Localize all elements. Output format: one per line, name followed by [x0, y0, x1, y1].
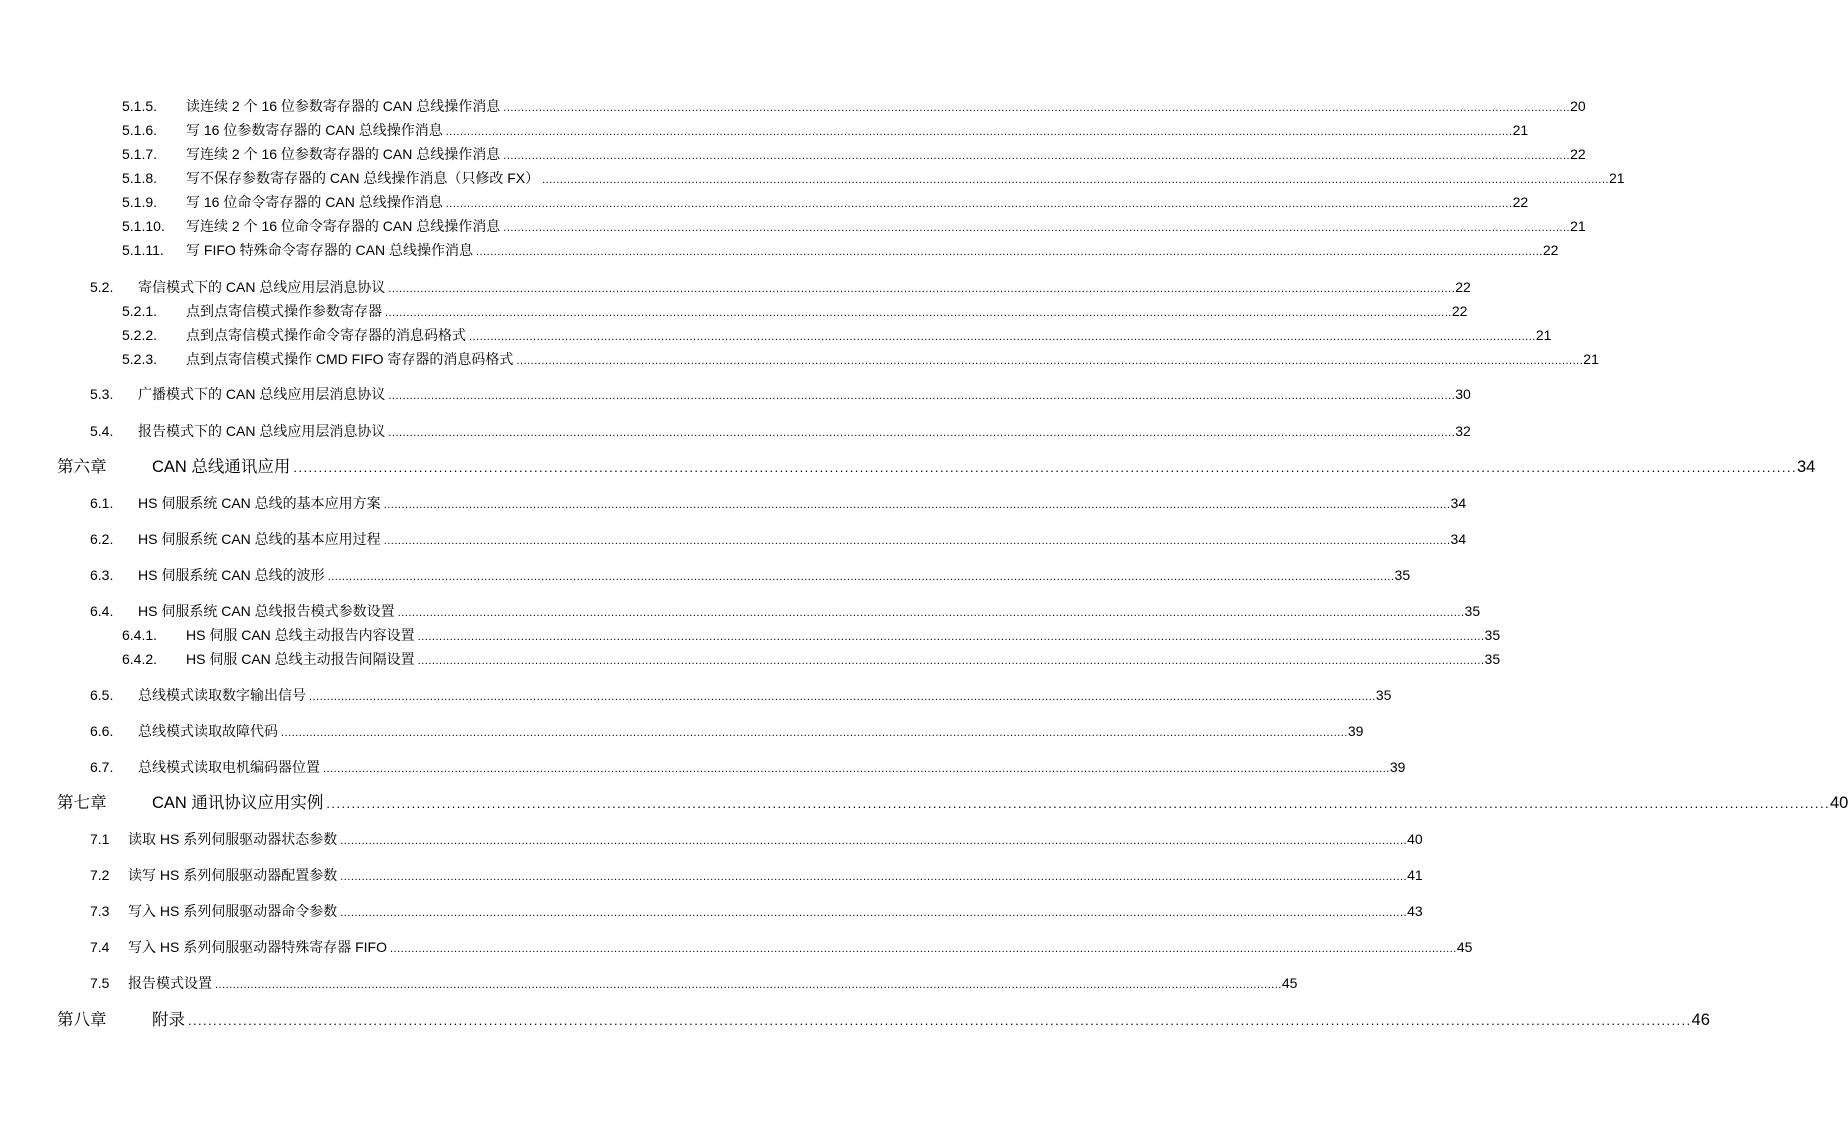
toc-entry[interactable] — [90, 530, 1467, 550]
toc-entry-number: 第八章 — [57, 1011, 107, 1029]
toc-entry[interactable] — [90, 974, 1298, 994]
toc-entry-title: 点到点寄信模式操作参数寄存器 — [186, 303, 382, 319]
toc-entry-number: 7.1 — [90, 831, 110, 847]
toc-entry-number: 5.1.5. — [122, 98, 158, 114]
dot-leader: ............................................................................................................................................................................................................................................................................................................ — [326, 796, 1830, 811]
dot-leader: ............................................................................................................................................................................................................................................................................................................ — [188, 1013, 1692, 1028]
toc-entry-page: 41 — [1407, 867, 1423, 883]
dot-leader: ............................................................................................................................................................................................................................................................................................................ — [323, 763, 1390, 775]
dot-leader: ............................................................................................................................................................................................................................................................................................................ — [340, 907, 1408, 919]
toc-entry-title: 总线模式读取故障代码 — [138, 723, 278, 739]
toc-entry[interactable] — [122, 350, 1599, 370]
dot-leader: ............................................................................................................................................................................................................................................................................................................ — [516, 355, 1584, 367]
toc-entry-number: 6.4.1. — [122, 627, 158, 643]
toc-entry-number: 6.1. — [90, 495, 114, 511]
dot-leader: ............................................................................................................................................................................................................................................................................................................ — [340, 871, 1408, 883]
toc-entry-page: 40 — [1829, 794, 1848, 812]
toc-entry-page: 35 — [1484, 651, 1501, 667]
toc-entry-page: 22 — [1455, 279, 1471, 295]
toc-entry-title: 写 16 位参数寄存器的 CAN 总线操作消息 — [186, 122, 443, 138]
toc-entry[interactable] — [122, 145, 1586, 165]
toc-entry[interactable] — [57, 457, 1816, 478]
toc-entry-number: 7.3 — [90, 903, 110, 919]
dot-leader: ............................................................................................................................................................................................................................................................................................................ — [445, 198, 1513, 210]
toc-entry[interactable] — [57, 793, 1848, 814]
toc-entry-title: 写入 HS 系列伺服驱动器命令参数 — [128, 903, 338, 919]
dot-leader: ............................................................................................................................................................................................................................................................................................................ — [397, 607, 1465, 619]
toc-entry-page: 34 — [1450, 531, 1467, 547]
toc-entry-page: 21 — [1570, 218, 1586, 234]
toc-entry-title: 读写 HS 系列伺服驱动器配置参数 — [128, 867, 338, 883]
toc-entry[interactable] — [122, 217, 1586, 237]
toc-entry-title: HS 伺服 CAN 总线主动报告内容设置 — [186, 627, 415, 643]
toc-entry-number: 5.1.10. — [122, 218, 165, 234]
dot-leader: ............................................................................................................................................................................................................................................................................................................ — [383, 535, 1451, 547]
toc-entry-page: 39 — [1347, 723, 1364, 739]
toc-entry[interactable] — [122, 169, 1625, 189]
toc-entry-title: 写入 HS 系列伺服驱动器特殊寄存器 FIFO — [128, 939, 387, 955]
toc-entry-page: 22 — [1542, 242, 1559, 258]
toc-entry-page: 34 — [1796, 458, 1816, 476]
toc-entry-number: 第六章 — [57, 458, 107, 476]
dot-leader: ............................................................................................................................................................................................................................................................................................................ — [340, 835, 1408, 847]
toc-entry-number: 6.2. — [90, 531, 114, 547]
toc-entry[interactable] — [122, 650, 1501, 670]
toc-entry-page: 30 — [1455, 386, 1471, 402]
toc-entry-title: 写 16 位命令寄存器的 CAN 总线操作消息 — [186, 194, 443, 210]
toc-entry[interactable] — [122, 241, 1559, 261]
toc-entry-number: 5.1.11. — [122, 242, 164, 258]
toc-entry-number: 7.4 — [90, 939, 110, 955]
toc-entry-number: 5.1.6. — [122, 122, 158, 138]
toc-entry-title: 点到点寄信模式操作 CMD FIFO 寄存器的消息码格式 — [186, 351, 514, 367]
toc-entry-page: 35 — [1484, 627, 1501, 643]
toc-entry-page: 35 — [1375, 687, 1392, 703]
toc-entry-number: 6.5. — [90, 687, 114, 703]
toc-entry-title: 附录 — [152, 1011, 185, 1029]
toc-entry-number: 6.3. — [90, 567, 114, 583]
toc-entry[interactable] — [122, 193, 1529, 213]
toc-entry-page: 45 — [1281, 975, 1298, 991]
toc-entry-number: 5.2.2. — [122, 327, 158, 343]
toc-entry[interactable] — [90, 686, 1392, 706]
toc-entry[interactable] — [90, 902, 1423, 922]
toc-entry-title: HS 伺服 CAN 总线主动报告间隔设置 — [186, 651, 415, 667]
toc-entry-title: 总线模式读取数字输出信号 — [138, 687, 306, 703]
dot-leader: ............................................................................................................................................................................................................................................................................................................ — [503, 150, 1571, 162]
dot-leader: ............................................................................................................................................................................................................................................................................................................ — [388, 427, 1456, 439]
dot-leader: ............................................................................................................................................................................................................................................................................................................ — [417, 655, 1485, 667]
dot-leader: ............................................................................................................................................................................................................................................................................................................ — [385, 307, 1452, 319]
toc-entry-page: 22 — [1512, 194, 1529, 210]
toc-entry-title: 报告模式设置 — [128, 975, 212, 991]
toc-entry-number: 5.1.8. — [122, 170, 158, 186]
toc-entry-title: 读连续 2 个 16 位参数寄存器的 CAN 总线操作消息 — [186, 98, 501, 114]
toc-entry[interactable] — [122, 97, 1586, 117]
toc-entry-title: CAN 通讯协议应用实例 — [152, 794, 324, 812]
toc-entry-page: 32 — [1455, 423, 1471, 439]
dot-leader: ............................................................................................................................................................................................................................................................................................................ — [388, 390, 1456, 402]
toc-entry-number: 6.6. — [90, 723, 114, 739]
toc-entry[interactable] — [90, 830, 1423, 850]
toc-entry-title: 写 FIFO 特殊命令寄存器的 CAN 总线操作消息 — [186, 242, 473, 258]
toc-entry-page: 34 — [1450, 495, 1467, 511]
toc-entry-title: HS 伺服系统 CAN 总线的波形 — [138, 567, 325, 583]
toc-entry-title: 广播模式下的 CAN 总线应用层消息协议 — [138, 386, 386, 402]
toc-entry-number: 6.4.2. — [122, 651, 158, 667]
toc-entry-number: 5.1.9. — [122, 194, 158, 210]
dot-leader: ............................................................................................................................................................................................................................................................................................................ — [293, 460, 1797, 475]
dot-leader: ............................................................................................................................................................................................................................................................................................................ — [383, 499, 1451, 511]
toc-entry-number: 第七章 — [57, 794, 107, 812]
toc-entry-number: 7.5 — [90, 975, 110, 991]
toc-entry-title: 点到点寄信模式操作命令寄存器的消息码格式 — [186, 327, 466, 343]
toc-entry[interactable] — [122, 302, 1468, 322]
toc-entry-page: 21 — [1608, 170, 1625, 186]
dot-leader: ............................................................................................................................................................................................................................................................................................................ — [390, 943, 1457, 955]
toc-entry[interactable] — [90, 602, 1481, 622]
toc-entry[interactable] — [90, 494, 1467, 514]
toc-entry-page: 22 — [1451, 303, 1468, 319]
toc-entry-page: 40 — [1407, 831, 1423, 847]
toc-entry[interactable] — [90, 566, 1411, 586]
toc-entry[interactable] — [90, 278, 1471, 298]
toc-entry-number: 5.1.7. — [122, 146, 158, 162]
dot-leader: ............................................................................................................................................................................................................................................................................................................ — [542, 174, 1609, 186]
dot-leader: ............................................................................................................................................................................................................................................................................................................ — [445, 126, 1513, 138]
toc-entry-title: 写连续 2 个 16 位参数寄存器的 CAN 总线操作消息 — [186, 146, 501, 162]
toc-entry-page: 21 — [1583, 351, 1599, 367]
dot-leader: ............................................................................................................................................................................................................................................................................................................ — [476, 246, 1543, 258]
toc-entry-number: 5.3. — [90, 386, 114, 402]
toc-entry-page: 45 — [1456, 939, 1473, 955]
toc-entry-page: 43 — [1407, 903, 1423, 919]
toc-entry-number: 5.2.1. — [122, 303, 158, 319]
toc-entry[interactable] — [90, 722, 1364, 742]
toc-entry-title: HS 伺服系统 CAN 总线的基本应用过程 — [138, 531, 381, 547]
toc-entry-number: 5.2. — [90, 279, 114, 295]
toc-entry-page: 35 — [1464, 603, 1481, 619]
toc-entry-number: 5.4. — [90, 423, 114, 439]
dot-leader: ............................................................................................................................................................................................................................................................................................................ — [309, 691, 1376, 703]
toc-entry[interactable] — [90, 758, 1406, 778]
dot-leader: ............................................................................................................................................................................................................................................................................................................ — [469, 331, 1536, 343]
toc-entry-page: 22 — [1570, 146, 1586, 162]
toc-entry-page: 46 — [1691, 1011, 1710, 1029]
toc-entry-number: 6.7. — [90, 759, 114, 775]
toc-entry-number: 6.4. — [90, 603, 114, 619]
dot-leader: ............................................................................................................................................................................................................................................................................................................ — [388, 283, 1456, 295]
dot-leader: ............................................................................................................................................................................................................................................................................................................ — [417, 631, 1485, 643]
toc-entry-title: HS 伺服系统 CAN 总线的基本应用方案 — [138, 495, 381, 511]
toc-entry-title: HS 伺服系统 CAN 总线报告模式参数设置 — [138, 603, 395, 619]
toc-entry-number: 5.2.3. — [122, 351, 158, 367]
toc-entry-number: 7.2 — [90, 867, 110, 883]
toc-entry-page: 39 — [1389, 759, 1406, 775]
dot-leader: ............................................................................................................................................................................................................................................................................................................ — [327, 571, 1395, 583]
toc-entry-title: 写不保存参数寄存器的 CAN 总线操作消息（只修改 FX） — [186, 170, 540, 186]
dot-leader: ............................................................................................................................................................................................................................................................................................................ — [215, 979, 1282, 991]
toc-entry[interactable] — [90, 938, 1473, 958]
toc-entry-title: 报告模式下的 CAN 总线应用层消息协议 — [138, 423, 386, 439]
dot-leader: ............................................................................................................................................................................................................................................................................................................ — [503, 102, 1571, 114]
dot-leader: ............................................................................................................................................................................................................................................................................................................ — [503, 222, 1571, 234]
dot-leader: ............................................................................................................................................................................................................................................................................................................ — [281, 727, 1348, 739]
toc-entry-title: CAN 总线通讯应用 — [152, 458, 291, 476]
toc-entry-title: 读取 HS 系列伺服驱动器状态参数 — [128, 831, 338, 847]
toc-entry[interactable] — [57, 1010, 1710, 1031]
toc-entry[interactable] — [90, 385, 1471, 405]
toc-entry[interactable] — [90, 866, 1423, 886]
toc-entry-page: 21 — [1535, 327, 1552, 343]
toc-entry-title: 总线模式读取电机编码器位置 — [138, 759, 320, 775]
toc-entry-title: 写连续 2 个 16 位命令寄存器的 CAN 总线操作消息 — [186, 218, 501, 234]
toc-entry-page: 20 — [1570, 98, 1586, 114]
toc-entry[interactable] — [122, 326, 1552, 346]
toc-entry[interactable] — [122, 121, 1529, 141]
toc-entry-page: 21 — [1512, 122, 1529, 138]
toc-entry[interactable] — [122, 626, 1501, 646]
toc-entry-page: 35 — [1394, 567, 1411, 583]
toc-entry[interactable] — [90, 422, 1471, 442]
toc-entry-title: 寄信模式下的 CAN 总线应用层消息协议 — [138, 279, 386, 295]
